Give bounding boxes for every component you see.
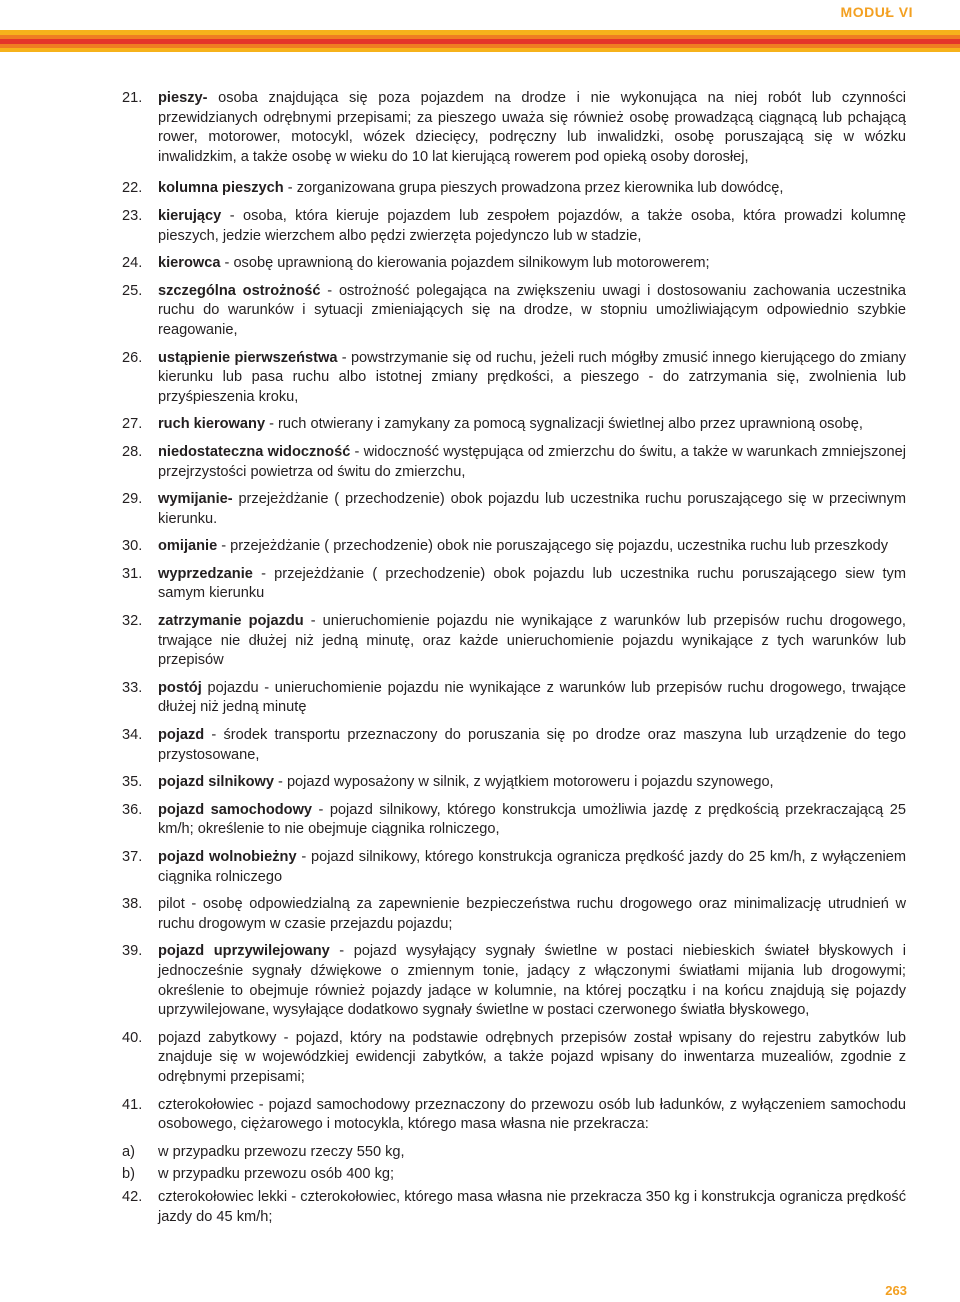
definition-item (122, 282, 906, 341)
item-term: ruch kierowany (158, 416, 266, 433)
item-number: 31. (122, 565, 143, 582)
definition-item (122, 490, 906, 529)
item-description: - widoczność występująca od zmierzchu do świtu, a także w warunkach zmniejszonej przejrzystości powietrza od świtu do zmierzchu, (158, 443, 906, 480)
item-description: - powstrzymanie się od ruchu, jeżeli ruch mógłby zmusić innego kierującego do zmiany kierunku lub pasa ruchu albo istotnej zmiany prędkości, a pieszego - do zatrzymania się, zwolnienia lub przyśpieszenia kroku, (158, 349, 906, 405)
item-term: zatrzymanie pojazdu (158, 613, 304, 630)
item-number: 33. (122, 679, 143, 696)
item-description: czterokołowiec - pojazd samochodowy przeznaczony do przewozu osób lub ładunków, z wyłączeniem samochodu osobowego, ciężarowego i motocykla, którego masa własna nie przekracza: (158, 1096, 906, 1133)
item-term: wymijanie- (158, 491, 233, 508)
module-label: MODUŁ VI (840, 4, 913, 20)
item-term: szczególna ostrożność (158, 282, 321, 299)
item-term: wyprzedzanie (158, 565, 253, 582)
item-term: ustąpienie pierwszeństwa (158, 349, 338, 366)
item-description: - przejeżdżanie ( przechodzenie) obok pojazdu lub uczestnika ruchu poruszającego siew tym samym kierunku (158, 565, 906, 602)
item-term: kierowca (158, 255, 221, 272)
item-description: w przypadku przewozu osób 400 kg; (158, 1166, 395, 1183)
item-number: 36. (122, 801, 143, 818)
item-description: - środek transportu przeznaczony do poruszania się po drodze oraz maszyna lub urządzenie do tego przystosowane, (158, 727, 906, 763)
definition-item (122, 848, 906, 887)
definition-item (122, 254, 906, 274)
definition-item (122, 1096, 906, 1135)
definition-item (122, 443, 906, 482)
item-term: niedostateczna widoczność (158, 443, 351, 460)
item-description: - osobę uprawnioną do kierowania pojazdem silnikowym lub motorowerem; (220, 255, 710, 272)
definition-item (122, 773, 906, 793)
item-term: pieszy- (158, 90, 208, 106)
item-number: 38. (122, 896, 143, 913)
item-number: 37. (122, 849, 143, 865)
item-number: 42. (122, 1188, 143, 1205)
page-number: 263 (885, 1283, 907, 1298)
definition-item (122, 1165, 906, 1185)
item-description: pojazd zabytkowy - pojazd, który na podstawie odrębnych przepisów został wpisany do rejestru zabytków lub znajduje się w wojewódzkiej ewidencji zabytków, a także pojazd wpisany do inwentarza muzealiów, zgodnie z odrębnymi przepisami; (158, 1029, 906, 1085)
item-description: - ruch otwierany i zamykany za pomocą sygnalizacji świetlnej albo przez uprawnioną osobę, (265, 416, 863, 433)
item-term: kierujący (158, 207, 222, 224)
item-term: pojazd silnikowy (158, 774, 274, 791)
item-description: - ostrożność polegająca na zwiększeniu uwagi i dostosowaniu zachowania uczestnika ruchu do warunków i sytuacji zmieniających się na drodze, w stopniu umożliwiającym odpowiednio szybkie reagowanie, (158, 282, 906, 338)
item-description: - zorganizowana grupa pieszych prowadzona przez kierownika lub dowódcę, (283, 180, 784, 197)
item-number: a) (122, 1143, 135, 1160)
item-description: przejeżdżanie ( przechodzenie) obok pojazdu lub uczestnika ruchu poruszającego się w przeciwnym kierunku. (158, 491, 906, 527)
item-description: - osoba, która kieruje pojazdem lub zespołem pojazdów, a także osoba, która prowadzi kolumnę pieszych, jedzie wierzchem albo pędzi zwierzęta pojedynczo lub w stadzie, (158, 207, 906, 244)
item-description: - pojazd wysyłający sygnały świetlne w postaci niebieskich świateł błyskowych i jednocześnie sygnały dźwiękowe o zmiennym tonie, jadący z włączonymi światłami mijania lub drogowymi; określenie to obejmuje również pojazdy jadące w kolumnie, na której początku i na końcu znajdują się pojazdy uprzywilejowane, wysyłające dodatkowo sygnały świetlne w postaci czerwonego światła błyskowego, (158, 943, 907, 1019)
definition-item (122, 679, 906, 718)
definition-item (122, 1029, 906, 1088)
definition-item (122, 207, 906, 246)
item-term: omijanie (158, 538, 218, 555)
item-number: b) (122, 1166, 135, 1183)
item-number: 32. (122, 613, 143, 630)
item-description: - pojazd wyposażony w silnik, z wyjątkiem motoroweru i pojazdu szynowego, (273, 774, 774, 791)
item-number: 26. (122, 349, 143, 366)
definition-item (122, 349, 906, 408)
item-description: pojazdu - unieruchomienie pojazdu nie wynikające z warunków lub przepisów ruchu drogowego, trwające dłużej niż jedną minutę (158, 679, 906, 716)
definition-item (122, 179, 906, 199)
item-term: pojazd samochodowy (158, 801, 313, 818)
item-number: 41. (122, 1096, 143, 1113)
definition-item (122, 801, 906, 840)
definitions-list (122, 81, 906, 1227)
definition-item (122, 942, 906, 1020)
item-number: 40. (122, 1029, 143, 1046)
item-number: 25. (122, 282, 143, 299)
item-number: 29. (122, 491, 143, 508)
item-number: 34. (122, 727, 143, 744)
item-description: - pojazd silnikowy, którego konstrukcja umożliwia jazdę z prędkością przekraczającą 25 km/h; określenie to nie obejmuje ciągnika rolniczego, (158, 801, 906, 838)
definition-item (122, 612, 906, 671)
definition-item (122, 565, 906, 604)
item-description: czterokołowiec lekki - czterokołowiec, którego masa własna nie przekracza 350 kg i konstrukcja ogranicza prędkość jazdy do 45 km/h; (158, 1188, 906, 1225)
item-number: 23. (122, 207, 143, 224)
definition-item (122, 895, 906, 934)
definition-item (122, 1188, 906, 1227)
item-number: 22. (122, 180, 143, 197)
item-number: 21. (122, 90, 143, 106)
item-term: kolumna pieszych (158, 180, 284, 197)
item-number: 24. (122, 255, 143, 272)
item-description: - pojazd silnikowy, którego konstrukcja ogranicza prędkość jazdy do 25 km/h, z wyłączeniem ciągnika rolniczego (158, 849, 906, 885)
item-term: postój (158, 679, 202, 696)
item-description: osoba znajdująca się poza pojazdem na drodze i nie wykonująca na niej robót lub czynności przewidzianych odrębnymi przepisami; za pieszego uważa się również osobę prowadzącą ciągnącą lub pchającą rower, motorower, motocykl, wózek dziecięcy, podręczny lub inwalidzki, osobę poruszającą się w wózku inwalidzkim, a także osobę w wieku do 10 lat kierującą rowerem pod opieką osoby dorosłej, (158, 90, 906, 165)
item-number: 39. (122, 943, 143, 960)
definition-item (122, 415, 906, 435)
item-description: pilot - osobę odpowiedzialną za zapewnienie bezpieczeństwa ruchu drogowego oraz minimalizację utrudnień w ruchu drogowym w czasie przejazdu pojazdu; (158, 896, 906, 932)
item-description: w przypadku przewozu rzeczy 550 kg, (158, 1143, 405, 1160)
item-number: 35. (122, 774, 143, 791)
definition-item (122, 1143, 906, 1163)
item-number: 27. (122, 416, 143, 433)
item-term: pojazd wolnobieżny (158, 849, 297, 865)
item-description: - unieruchomienie pojazdu nie wynikające z warunków lub przepisów ruchu drogowego, trwające nie dłużej niż jedną minutę, oraz każde unieruchomienie pojazdu wynikające z tych warunków lub przepisów (158, 613, 906, 669)
item-description: - przejeżdżanie ( przechodzenie) obok nie poruszającego się pojazdu, uczestnika ruchu lub przeszkody (217, 538, 889, 555)
item-term: pojazd uprzywilejowany (158, 943, 330, 960)
item-number: 28. (122, 443, 143, 460)
item-term: pojazd (158, 727, 205, 744)
definition-item (122, 726, 906, 765)
item-number: 30. (122, 538, 143, 555)
definition-item (122, 89, 906, 167)
header-stripe-yellow (0, 48, 960, 52)
definition-item (122, 537, 906, 557)
